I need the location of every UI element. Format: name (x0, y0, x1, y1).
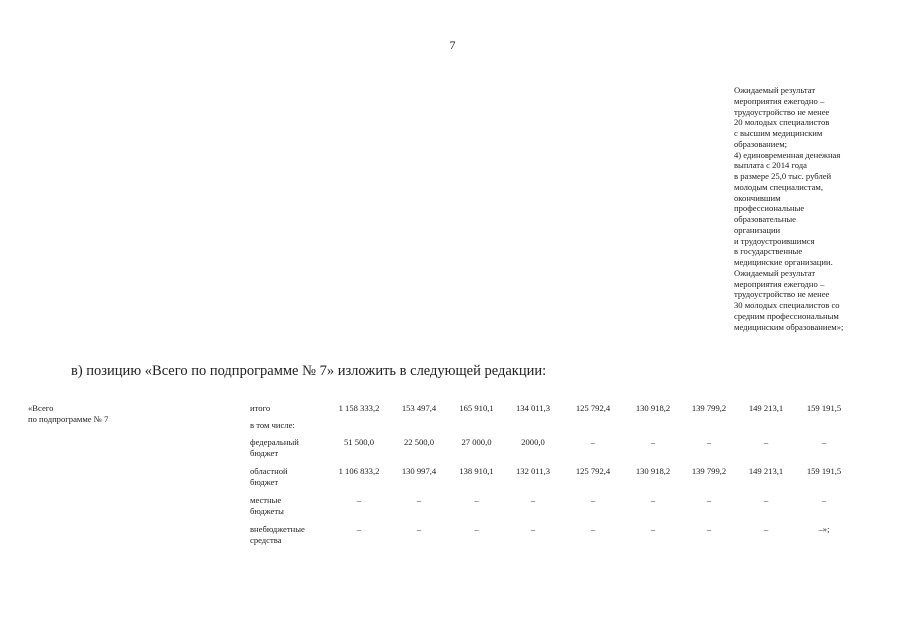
table-cell: 165 910,1 (459, 403, 494, 413)
row-label-line: в том числе: (250, 420, 295, 430)
table-cell: 138 910,1 (459, 466, 494, 476)
side-text-line: окончившим (734, 192, 781, 203)
table-cell: – (706, 524, 712, 534)
table-cell: 1 158 333,2 (338, 403, 380, 413)
side-text-line: мероприятия ежегодно – (734, 278, 825, 289)
total-label-line: по подпрограмме № 7 (28, 414, 109, 424)
table-cell: 159 191,5 (806, 466, 842, 476)
table-cell: – (416, 495, 422, 505)
table-cell: – (650, 437, 656, 447)
table-cell: – (474, 524, 479, 534)
table-total-label (28, 403, 108, 425)
table-cell: – (590, 437, 596, 447)
row-label-line: бюджет (250, 448, 279, 458)
side-text-line: образовательные (734, 214, 796, 224)
table-cell: – (650, 524, 656, 534)
side-text-line: образованием; (734, 138, 788, 149)
table-cell: 22 500,0 (403, 437, 435, 447)
side-text-line: организации (734, 224, 781, 235)
side-text-line: выплата с 2014 года (734, 160, 807, 171)
row-label (250, 403, 330, 414)
row-label (250, 420, 330, 431)
row-label-line: итого (250, 403, 271, 413)
table-cell: – (590, 495, 596, 505)
table-cell: – (706, 437, 712, 447)
row-label (250, 437, 330, 459)
table-cell: 139 799,2 (691, 466, 727, 476)
page-number: 7 (449, 38, 456, 52)
table-cell: 130 997,4 (401, 466, 437, 476)
row-label-line: областной (250, 466, 288, 476)
table-cell: – (821, 437, 827, 447)
side-text-line: 4) единовременная денежная (734, 149, 841, 160)
row-label-line: федеральный (250, 437, 299, 447)
table-cell: – (821, 495, 827, 505)
row-label (250, 495, 330, 517)
side-text-line: средним профессиональным (734, 310, 839, 321)
table-cell: 139 799,2 (691, 403, 727, 413)
table-cell: – (763, 524, 769, 534)
table-cell: 132 011,3 (515, 466, 551, 476)
side-text-line: 30 молодых специалистов со (734, 300, 840, 310)
row-label (250, 524, 330, 546)
table-cell: – (356, 524, 362, 534)
side-text-line: в размере 25,0 тыс. рублей (734, 171, 832, 181)
side-text-line: трудоустройство не менее (734, 106, 830, 117)
table-cell: – (706, 495, 712, 505)
side-text-line: профессиональные (734, 203, 805, 214)
table-cell: 134 011,3 (515, 403, 551, 413)
side-text-line: с высшим медицинским (734, 128, 823, 138)
row-label-line: бюджет (250, 477, 279, 487)
table-cell: – (590, 524, 596, 534)
table-cell: 149 213,1 (748, 466, 784, 476)
table-cell: – (763, 495, 769, 505)
total-label-line: «Всего (28, 403, 54, 413)
table-cell: – (530, 495, 536, 505)
row-label-line: бюджеты (250, 506, 284, 516)
table-cell: 27 000,0 (461, 437, 492, 447)
table-cell: 153 497,4 (401, 403, 437, 413)
side-text-line: Ожидаемый результат (734, 267, 816, 278)
row-label-line: средства (250, 535, 282, 545)
table-cell: 1 106 833,2 (338, 466, 380, 476)
table-cell: – (530, 524, 536, 534)
table-cell: – (650, 495, 656, 505)
side-text-line: в государственные (734, 246, 803, 257)
table-cell: 130 918,2 (635, 403, 671, 413)
row-label (250, 466, 330, 488)
table-cell: 149 213,1 (748, 403, 784, 413)
side-text-line: и трудоустроившимся (734, 235, 815, 246)
table-cell: – (416, 524, 422, 534)
side-text-line: Ожидаемый результат (734, 85, 816, 95)
side-text-line: 20 молодых специалистов (734, 117, 830, 128)
side-text-line: молодым специалистам, (734, 181, 823, 192)
table-cell: 51 500,0 (343, 437, 375, 447)
table-cell: – (474, 495, 479, 505)
side-text-line: медицинским образованием»; (734, 321, 844, 332)
table-cell: 130 918,2 (635, 466, 671, 476)
table-cell: –»; (818, 524, 830, 534)
instruction-text: в) позицию «Всего по подпрограмме № 7» изложить в следующей редакции: (71, 363, 547, 379)
side-text-line: медицинские организации. (734, 257, 833, 267)
table-cell: – (763, 437, 769, 447)
row-label-line: местные (250, 495, 282, 505)
side-text-block (734, 85, 894, 332)
side-text-line: мероприятия ежегодно – (734, 95, 825, 106)
side-text-line: трудоустройство не менее (734, 289, 830, 300)
table-cell: 2000,0 (521, 437, 545, 447)
table-cell: – (356, 495, 362, 505)
table-cell: 125 792,4 (575, 466, 611, 476)
row-label-line: внебюджетные (250, 524, 305, 534)
table-cell: 159 191,5 (806, 403, 842, 413)
table-cell: 125 792,4 (575, 403, 611, 413)
